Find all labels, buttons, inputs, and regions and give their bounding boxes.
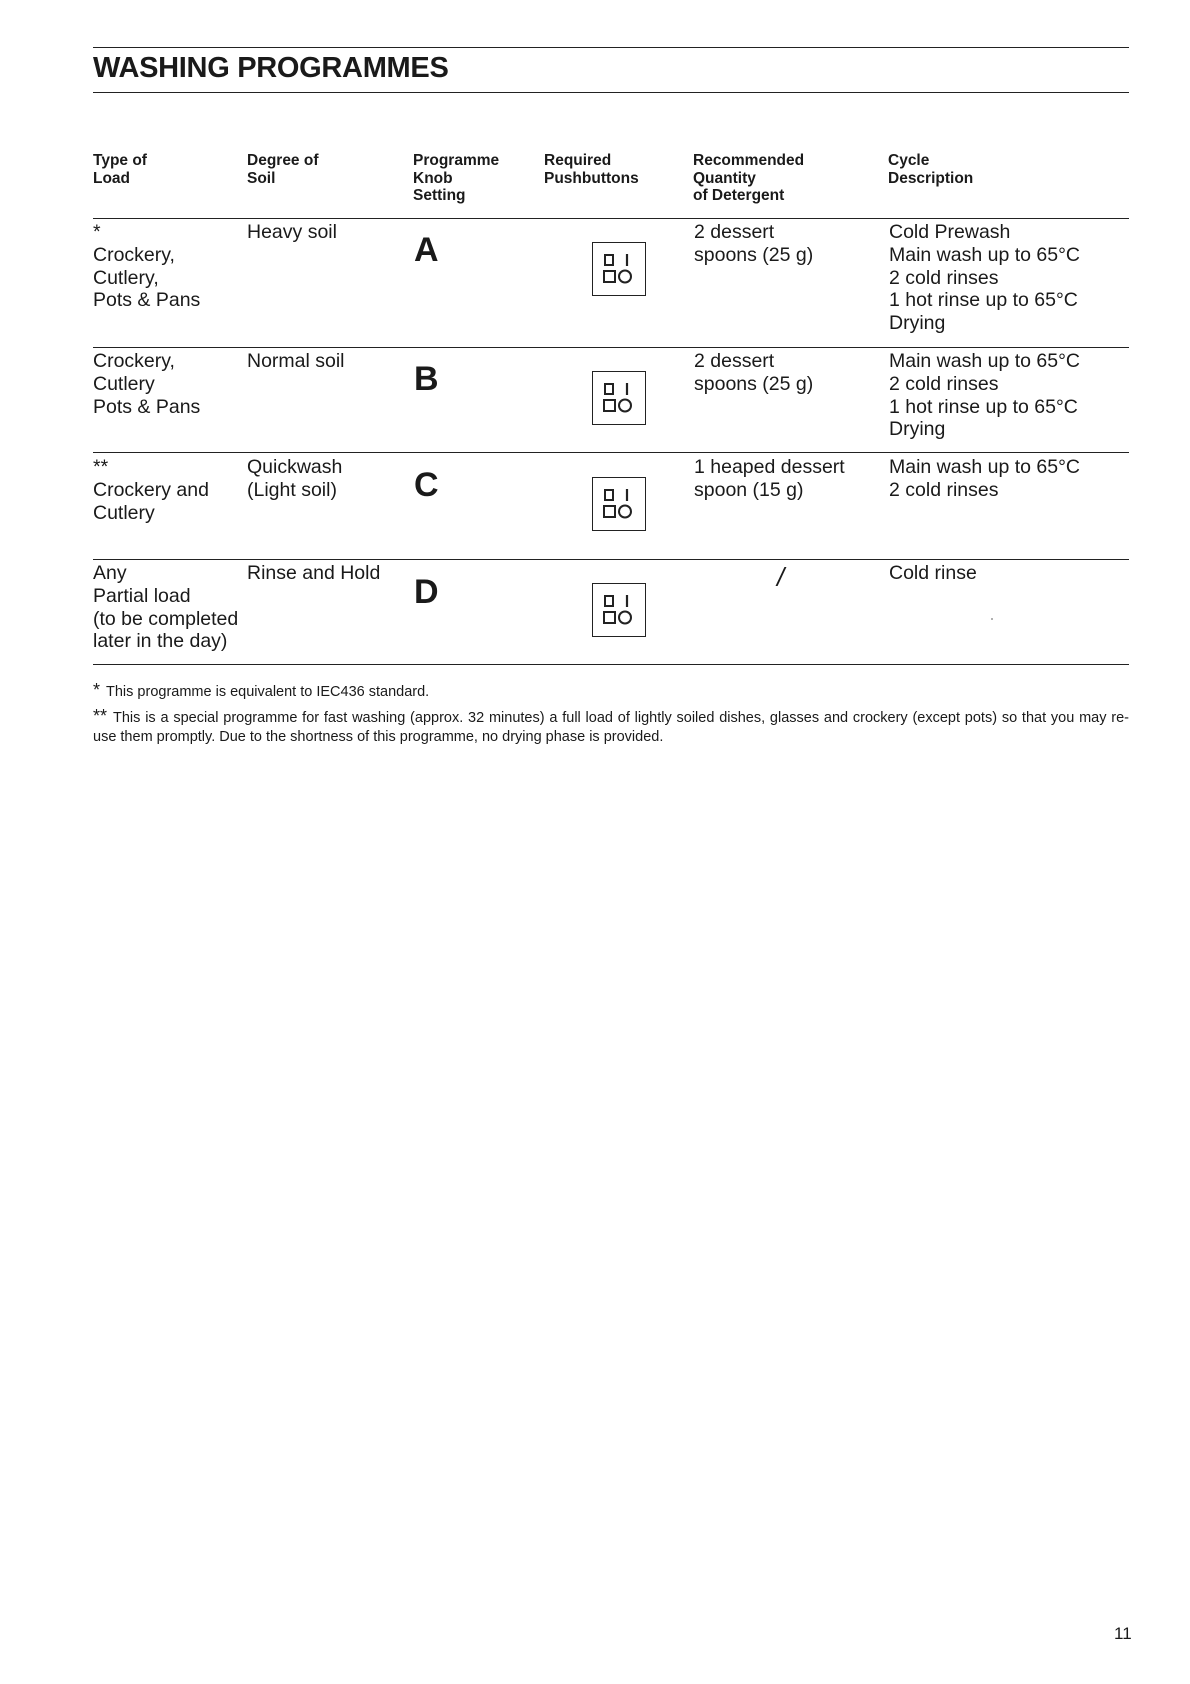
row-a-cycle: Cold Prewash Main wash up to 65°C 2 cold rinses 1 hot rinse up to 65°C Drying: [889, 221, 1080, 335]
row-c-detergent: 1 heaped dessert spoon (15 g): [694, 456, 845, 501]
footnote-2: [93, 707, 1129, 746]
header-degree-of-soil: Degree of Soil: [247, 152, 319, 187]
pushbutton-panel-icon-graphic: [593, 243, 644, 294]
row-d-soil: Rinse and Hold: [247, 562, 381, 584]
pushbutton-panel-icon-graphic: [593, 584, 644, 635]
row-a-rule: [93, 347, 1129, 348]
row-c-soil: Quickwash (Light soil): [247, 456, 343, 501]
row-c-load: ** Crockery and Cutlery: [93, 456, 209, 524]
row-b-cycle: Main wash up to 65°C 2 cold rinses 1 hot rinse up to 65°C Drying: [889, 350, 1080, 441]
title-rule: [93, 92, 1129, 93]
page-number: 11: [1114, 1624, 1132, 1643]
header-rule: [93, 218, 1129, 219]
row-d-detergent: /: [777, 562, 785, 592]
pushbutton-panel-icon: [592, 583, 646, 637]
header-recommended-quantity: Recommended Quantity of Detergent: [693, 152, 805, 204]
pushbutton-panel-icon: [592, 242, 646, 296]
row-a-detergent: 2 dessert spoons (25 g): [694, 221, 814, 266]
row-b-load: Crockery, Cutlery Pots & Pans: [93, 350, 201, 418]
header-programme-knob: Programme Knob Setting: [413, 152, 500, 204]
table-bottom-rule: [93, 664, 1129, 665]
page-title: WASHING PROGRAMMES: [93, 52, 449, 84]
row-c-knob: C: [414, 466, 439, 504]
row-c-cycle: Main wash up to 65°C 2 cold rinses: [889, 456, 1080, 501]
top-rule: [93, 47, 1129, 48]
header-required-pushbuttons: Required Pushbuttons: [544, 152, 639, 187]
row-b-knob: B: [414, 360, 439, 398]
row-b-detergent: 2 dessert spoons (25 g): [694, 350, 814, 395]
row-d-load: Any Partial load (to be completed later in the day): [93, 562, 239, 653]
pushbutton-panel-icon: [592, 371, 646, 425]
header-type-of-load: Type of Load: [93, 152, 147, 187]
pushbutton-panel-icon: [592, 477, 646, 531]
footnote-1-text: This programme is equivalent to IEC436 standard.: [106, 684, 430, 700]
row-a-load: * Crockery, Cutlery, Pots & Pans: [93, 221, 201, 312]
row-a-soil: Heavy soil: [247, 221, 337, 243]
footnote-2-mark: **: [93, 706, 108, 726]
row-d-knob: D: [414, 573, 439, 611]
header-cycle-description: Cycle Description: [888, 152, 974, 187]
row-b-rule: [93, 452, 1129, 453]
footnote-2-text: This is a special programme for fast washing (approx. 32 minutes) a full load of lightly soiled dishes, glasses and crockery (except pots) so that you may re-use them promptly. Due to the shortness of this programme, no drying phase is provided.: [93, 710, 1129, 745]
row-b-soil: Normal soil: [247, 350, 345, 372]
row-a-knob: A: [414, 231, 439, 269]
stray-dot: [991, 618, 993, 620]
footnote-1: [93, 681, 1129, 702]
footnote-1-mark: *: [93, 680, 101, 700]
row-c-rule: [93, 559, 1129, 560]
pushbutton-panel-icon-graphic: [593, 478, 644, 529]
row-d-cycle: Cold rinse: [889, 562, 977, 584]
pushbutton-panel-icon-graphic: [593, 372, 644, 423]
